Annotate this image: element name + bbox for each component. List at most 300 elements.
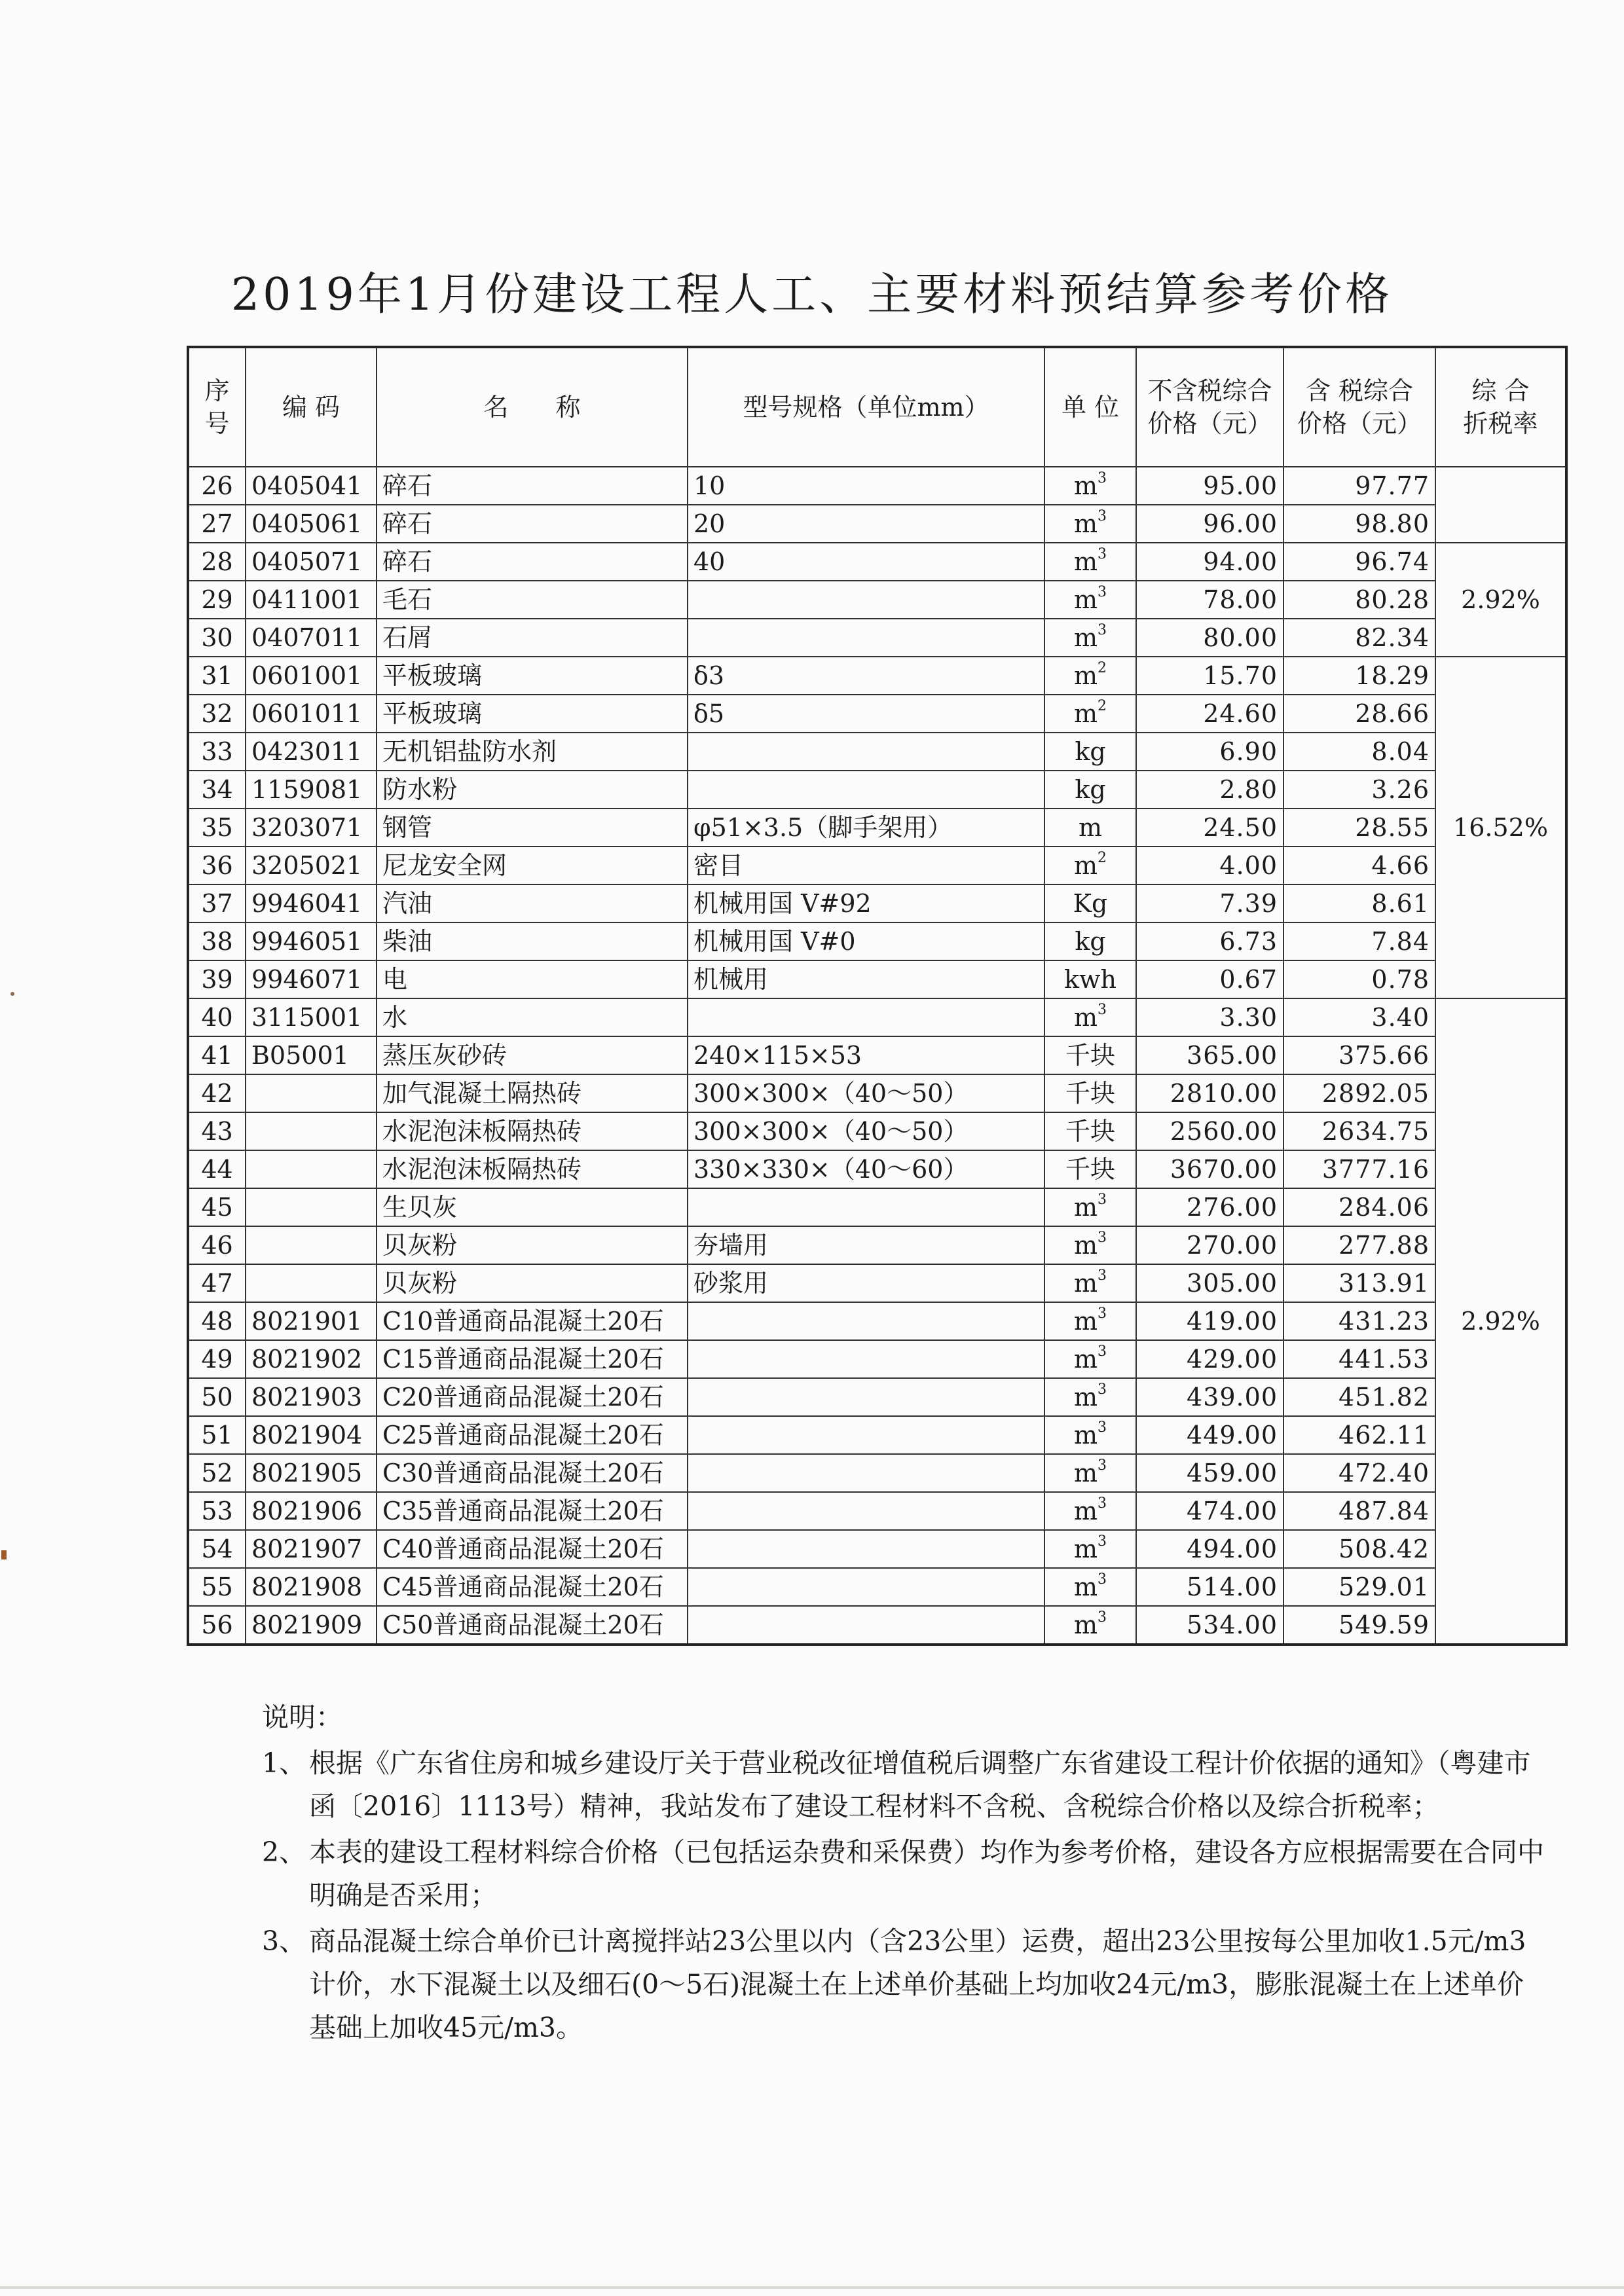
row-unit (1044, 1454, 1136, 1492)
table-row (188, 733, 1566, 771)
row-code: 0411001 (246, 581, 377, 619)
unit-exponent: 3 (1098, 1533, 1107, 1550)
unit-exponent: 3 (1098, 1495, 1107, 1512)
table-row (188, 1074, 1566, 1112)
row-price-inc-tax: 4.66 (1283, 847, 1435, 884)
table-row (188, 960, 1566, 998)
unit-exponent: 3 (1098, 584, 1107, 601)
row-code (246, 1150, 377, 1188)
row-price-ex-tax: 7.39 (1136, 884, 1283, 922)
table-row (188, 1568, 1566, 1606)
row-unit (1044, 809, 1136, 847)
row-unit (1044, 922, 1136, 960)
table-row (188, 998, 1566, 1036)
row-code: 8021904 (246, 1416, 377, 1454)
row-unit (1044, 581, 1136, 619)
row-code: 3115001 (246, 998, 377, 1036)
row-code: 8021906 (246, 1492, 377, 1530)
unit-exponent: 3 (1098, 1381, 1107, 1398)
unit-exponent: 3 (1098, 1457, 1107, 1474)
row-code: B05001 (246, 1036, 377, 1074)
row-price-inc-tax: 98.80 (1283, 505, 1435, 543)
table-row (188, 1454, 1566, 1492)
row-seq: 40 (188, 998, 246, 1036)
row-unit (1044, 733, 1136, 771)
unit-text: m (1073, 699, 1098, 728)
row-seq: 56 (188, 1606, 246, 1645)
row-spec: 40 (688, 543, 1044, 581)
row-seq: 29 (188, 581, 246, 619)
row-spec: 20 (688, 505, 1044, 543)
row-name: C40普通商品混凝土20石 (377, 1530, 688, 1568)
row-name: C10普通商品混凝土20石 (377, 1302, 688, 1340)
row-name: 钢管 (377, 809, 688, 847)
unit-exponent: 3 (1098, 1571, 1107, 1588)
row-price-ex-tax: 15.70 (1136, 657, 1283, 695)
unit-exponent: 3 (1098, 470, 1107, 487)
row-spec (688, 1568, 1044, 1606)
header-code: 编 码 (246, 347, 377, 467)
unit-exponent: 3 (1098, 622, 1107, 639)
note-number: 2、 (262, 1836, 306, 1868)
tax-rate-cell: 2.92% (1435, 998, 1566, 1645)
row-unit (1044, 1606, 1136, 1645)
row-code: 8021908 (246, 1568, 377, 1606)
row-seq: 39 (188, 960, 246, 998)
row-price-ex-tax: 429.00 (1136, 1340, 1283, 1378)
header-spec: 型号规格（单位mm） (688, 347, 1044, 467)
row-seq: 47 (188, 1264, 246, 1302)
row-spec: 机械用国 V#0 (688, 922, 1044, 960)
row-price-inc-tax: 97.77 (1283, 467, 1435, 505)
row-code: 8021909 (246, 1606, 377, 1645)
table-row (188, 809, 1566, 847)
row-seq: 34 (188, 771, 246, 809)
row-spec (688, 1378, 1044, 1416)
scan-speck (1, 1550, 7, 1559)
row-unit (1044, 1378, 1136, 1416)
row-price-inc-tax: 284.06 (1283, 1188, 1435, 1226)
row-price-inc-tax: 3.40 (1283, 998, 1435, 1036)
row-spec (688, 1492, 1044, 1530)
row-spec: 330×330×（40～60） (688, 1150, 1044, 1188)
row-unit (1044, 467, 1136, 505)
unit-text: kg (1075, 927, 1106, 956)
unit-text: kg (1075, 737, 1106, 766)
note-item-1 (262, 1741, 1545, 1828)
row-price-inc-tax: 313.91 (1283, 1264, 1435, 1302)
row-price-ex-tax: 6.90 (1136, 733, 1283, 771)
row-price-inc-tax: 82.34 (1283, 619, 1435, 657)
table-row (188, 657, 1566, 695)
row-name: 平板玻璃 (377, 657, 688, 695)
row-unit (1044, 1150, 1136, 1188)
note-number: 1、 (262, 1747, 306, 1779)
row-code: 0405061 (246, 505, 377, 543)
table-row (188, 1112, 1566, 1150)
row-unit (1044, 1264, 1136, 1302)
table-row (188, 695, 1566, 733)
row-unit (1044, 619, 1136, 657)
unit-exponent: 3 (1098, 508, 1107, 525)
row-unit (1044, 1302, 1136, 1340)
row-code: 9946071 (246, 960, 377, 998)
row-price-ex-tax: 305.00 (1136, 1264, 1283, 1302)
table-row (188, 1340, 1566, 1378)
row-name: C30普通商品混凝土20石 (377, 1454, 688, 1492)
row-name: 碎石 (377, 543, 688, 581)
row-name: 加气混凝土隔热砖 (377, 1074, 688, 1112)
row-price-inc-tax: 441.53 (1283, 1340, 1435, 1378)
row-price-ex-tax: 96.00 (1136, 505, 1283, 543)
row-name: 无机铝盐防水剂 (377, 733, 688, 771)
header-price-ex-tax: 不含税综合价格（元） (1136, 347, 1283, 467)
table-row (188, 1378, 1566, 1416)
row-price-inc-tax: 2634.75 (1283, 1112, 1435, 1150)
row-unit (1044, 960, 1136, 998)
row-code: 8021902 (246, 1340, 377, 1378)
row-unit (1044, 1530, 1136, 1568)
table-row (188, 543, 1566, 581)
row-name: C50普通商品混凝土20石 (377, 1606, 688, 1645)
unit-exponent: 2 (1098, 660, 1107, 677)
row-spec: 机械用 (688, 960, 1044, 998)
row-code (246, 1226, 377, 1264)
row-unit (1044, 1416, 1136, 1454)
note-text: 本表的建设工程材料综合价格（已包括运杂费和采保费）均作为参考价格，建设各方应根据需要在合同中明确是否采用； (309, 1836, 1544, 1911)
row-spec (688, 619, 1044, 657)
unit-exponent: 3 (1098, 1419, 1107, 1436)
unit-text: m (1073, 851, 1098, 880)
unit-text: m (1073, 1003, 1098, 1032)
row-spec: δ3 (688, 657, 1044, 695)
row-unit (1044, 1188, 1136, 1226)
row-name: 蒸压灰砂砖 (377, 1036, 688, 1074)
unit-text: 千块 (1065, 1155, 1115, 1184)
table-row (188, 847, 1566, 884)
tax-rate-cell (1435, 467, 1566, 543)
row-price-inc-tax: 451.82 (1283, 1378, 1435, 1416)
unit-text: m (1073, 509, 1098, 538)
row-unit (1044, 657, 1136, 695)
scan-edge-line (0, 2286, 1624, 2289)
row-name: 贝灰粉 (377, 1226, 688, 1264)
row-unit (1044, 695, 1136, 733)
row-code: 0601001 (246, 657, 377, 695)
row-seq: 35 (188, 809, 246, 847)
row-seq: 37 (188, 884, 246, 922)
header-unit: 单 位 (1044, 347, 1136, 467)
row-name: 石屑 (377, 619, 688, 657)
row-price-ex-tax: 94.00 (1136, 543, 1283, 581)
price-table (187, 346, 1568, 1646)
row-price-inc-tax: 431.23 (1283, 1302, 1435, 1340)
row-price-ex-tax: 474.00 (1136, 1492, 1283, 1530)
note-number: 3、 (262, 1925, 306, 1957)
row-name: 平板玻璃 (377, 695, 688, 733)
row-unit (1044, 771, 1136, 809)
table-row (188, 1150, 1566, 1188)
row-price-ex-tax: 3670.00 (1136, 1150, 1283, 1188)
table-row (188, 1606, 1566, 1645)
unit-text: 千块 (1065, 1117, 1115, 1146)
row-price-inc-tax: 472.40 (1283, 1454, 1435, 1492)
unit-exponent: 3 (1098, 546, 1107, 563)
table-row (188, 467, 1566, 505)
row-price-ex-tax: 24.60 (1136, 695, 1283, 733)
row-price-inc-tax: 8.04 (1283, 733, 1435, 771)
row-seq: 54 (188, 1530, 246, 1568)
row-unit (1044, 543, 1136, 581)
row-price-inc-tax: 80.28 (1283, 581, 1435, 619)
row-code (246, 1112, 377, 1150)
row-seq: 41 (188, 1036, 246, 1074)
row-spec (688, 1302, 1044, 1340)
row-unit (1044, 1226, 1136, 1264)
row-name: 尼龙安全网 (377, 847, 688, 884)
row-price-ex-tax: 2.80 (1136, 771, 1283, 809)
row-spec: 10 (688, 467, 1044, 505)
row-unit (1044, 884, 1136, 922)
unit-exponent: 2 (1098, 850, 1107, 867)
unit-text: m (1073, 1345, 1098, 1374)
table-row (188, 1188, 1566, 1226)
row-name: 生贝灰 (377, 1188, 688, 1226)
unit-exponent: 3 (1098, 1192, 1107, 1209)
unit-text: m (1073, 1573, 1098, 1601)
row-unit (1044, 1492, 1136, 1530)
table-row (188, 884, 1566, 922)
row-spec (688, 1188, 1044, 1226)
row-price-ex-tax: 514.00 (1136, 1568, 1283, 1606)
row-price-ex-tax: 270.00 (1136, 1226, 1283, 1264)
row-price-ex-tax: 78.00 (1136, 581, 1283, 619)
table-row (188, 1036, 1566, 1074)
row-spec: δ5 (688, 695, 1044, 733)
row-seq: 30 (188, 619, 246, 657)
row-seq: 50 (188, 1378, 246, 1416)
table-row (188, 1492, 1566, 1530)
table-row (188, 1530, 1566, 1568)
table-body (188, 467, 1566, 1645)
row-price-inc-tax: 96.74 (1283, 543, 1435, 581)
row-price-inc-tax: 375.66 (1283, 1036, 1435, 1074)
row-spec (688, 998, 1044, 1036)
row-price-ex-tax: 365.00 (1136, 1036, 1283, 1074)
row-price-inc-tax: 18.29 (1283, 657, 1435, 695)
row-spec: 300×300×（40～50） (688, 1074, 1044, 1112)
row-code (246, 1074, 377, 1112)
row-unit (1044, 847, 1136, 884)
row-price-inc-tax: 8.61 (1283, 884, 1435, 922)
row-price-ex-tax: 494.00 (1136, 1530, 1283, 1568)
row-price-inc-tax: 508.42 (1283, 1530, 1435, 1568)
unit-text: m (1073, 661, 1098, 690)
scan-speck (10, 992, 14, 996)
table-row (188, 1226, 1566, 1264)
row-seq: 48 (188, 1302, 246, 1340)
row-seq: 38 (188, 922, 246, 960)
row-spec: 密目 (688, 847, 1044, 884)
row-price-ex-tax: 6.73 (1136, 922, 1283, 960)
table-row (188, 1302, 1566, 1340)
row-code: 9946041 (246, 884, 377, 922)
row-price-ex-tax: 534.00 (1136, 1606, 1283, 1645)
row-price-ex-tax: 2810.00 (1136, 1074, 1283, 1112)
unit-exponent: 3 (1098, 1343, 1107, 1360)
row-seq: 31 (188, 657, 246, 695)
unit-text: m (1078, 813, 1103, 842)
row-seq: 26 (188, 467, 246, 505)
row-code: 8021903 (246, 1378, 377, 1416)
unit-exponent: 3 (1098, 1305, 1107, 1322)
row-spec: 砂浆用 (688, 1264, 1044, 1302)
row-spec (688, 1530, 1044, 1568)
row-name: 碎石 (377, 467, 688, 505)
unit-text: m (1073, 1611, 1098, 1639)
row-spec: 机械用国 V#92 (688, 884, 1044, 922)
row-spec (688, 1454, 1044, 1492)
unit-text: m (1073, 1535, 1098, 1563)
row-name: 电 (377, 960, 688, 998)
document-title: 2019年1月份建设工程人工、主要材料预结算参考价格 (231, 268, 1393, 321)
unit-text: Kg (1073, 889, 1108, 918)
row-spec: 夯墙用 (688, 1226, 1044, 1264)
row-spec (688, 581, 1044, 619)
row-spec (688, 1416, 1044, 1454)
row-name: C20普通商品混凝土20石 (377, 1378, 688, 1416)
unit-exponent: 3 (1098, 1609, 1107, 1626)
row-code: 8021907 (246, 1530, 377, 1568)
table-row (188, 1264, 1566, 1302)
note-text: 商品混凝土综合单价已计离搅拌站23公里以内（含23公里）运费，超出23公里按每公里加收1.5元/m3计价，水下混凝土以及细石(0～5石)混凝土在上述单价基础上均加收24元/m3，膨胀混凝土在上述单价基础上加收45元/m3。 (309, 1925, 1526, 2043)
unit-exponent: 3 (1098, 1267, 1107, 1285)
row-code: 0601011 (246, 695, 377, 733)
row-price-ex-tax: 2560.00 (1136, 1112, 1283, 1150)
row-seq: 42 (188, 1074, 246, 1112)
table-row (188, 922, 1566, 960)
row-unit (1044, 1112, 1136, 1150)
row-price-ex-tax: 449.00 (1136, 1416, 1283, 1454)
row-spec: φ51×3.5（脚手架用） (688, 809, 1044, 847)
note-text: 根据《广东省住房和城乡建设厅关于营业税改征增值税后调整广东省建设工程计价依据的通知》（粤建市函〔2016〕1113号）精神，我站发布了建设工程材料不含税、含税综合价格以及综合折税率； (309, 1747, 1531, 1822)
row-seq: 36 (188, 847, 246, 884)
row-code: 9946051 (246, 922, 377, 960)
row-code: 8021905 (246, 1454, 377, 1492)
row-price-inc-tax: 28.55 (1283, 809, 1435, 847)
note-item-3 (262, 1920, 1545, 2049)
row-seq: 45 (188, 1188, 246, 1226)
row-price-inc-tax: 7.84 (1283, 922, 1435, 960)
unit-text: 千块 (1065, 1041, 1115, 1070)
row-name: 贝灰粉 (377, 1264, 688, 1302)
row-name: 柴油 (377, 922, 688, 960)
row-price-inc-tax: 462.11 (1283, 1416, 1435, 1454)
row-seq: 46 (188, 1226, 246, 1264)
notes-heading: 说明： (262, 1702, 342, 1733)
row-price-inc-tax: 3.26 (1283, 771, 1435, 809)
unit-text: m (1073, 1231, 1098, 1260)
row-price-inc-tax: 3777.16 (1283, 1150, 1435, 1188)
row-name: C45普通商品混凝土20石 (377, 1568, 688, 1606)
unit-text: 千块 (1065, 1079, 1115, 1108)
row-spec (688, 771, 1044, 809)
row-seq: 33 (188, 733, 246, 771)
row-seq: 53 (188, 1492, 246, 1530)
header-price-inc-tax: 含 税综合价格（元） (1283, 347, 1435, 467)
tax-rate-cell: 16.52% (1435, 657, 1566, 998)
notes-section (262, 1696, 1545, 2052)
row-unit (1044, 1568, 1136, 1606)
row-seq: 52 (188, 1454, 246, 1492)
row-price-ex-tax: 276.00 (1136, 1188, 1283, 1226)
table-row (188, 771, 1566, 809)
row-name: 水泥泡沫板隔热砖 (377, 1112, 688, 1150)
unit-text: m (1073, 1497, 1098, 1525)
row-spec (688, 1340, 1044, 1378)
row-seq: 55 (188, 1568, 246, 1606)
unit-text: m (1073, 1421, 1098, 1449)
row-name: 水 (377, 998, 688, 1036)
table-row (188, 1416, 1566, 1454)
row-seq: 51 (188, 1416, 246, 1454)
row-code: 0407011 (246, 619, 377, 657)
unit-exponent: 3 (1098, 1002, 1107, 1019)
row-price-inc-tax: 2892.05 (1283, 1074, 1435, 1112)
row-price-inc-tax: 0.78 (1283, 960, 1435, 998)
unit-text: m (1073, 1383, 1098, 1412)
table-header-row (188, 347, 1566, 467)
unit-text: m (1073, 471, 1098, 500)
row-seq: 27 (188, 505, 246, 543)
row-code: 0405041 (246, 467, 377, 505)
row-seq: 49 (188, 1340, 246, 1378)
row-price-ex-tax: 419.00 (1136, 1302, 1283, 1340)
header-seq: 序号 (188, 347, 246, 467)
row-spec: 300×300×（40～50） (688, 1112, 1044, 1150)
row-code: 3205021 (246, 847, 377, 884)
unit-exponent: 3 (1098, 1230, 1107, 1247)
unit-text: m (1073, 1459, 1098, 1487)
row-price-inc-tax: 487.84 (1283, 1492, 1435, 1530)
unit-text: m (1073, 547, 1098, 576)
row-price-inc-tax: 529.01 (1283, 1568, 1435, 1606)
row-price-ex-tax: 0.67 (1136, 960, 1283, 998)
row-price-inc-tax: 549.59 (1283, 1606, 1435, 1645)
table-row (188, 619, 1566, 657)
row-seq: 44 (188, 1150, 246, 1188)
row-price-inc-tax: 28.66 (1283, 695, 1435, 733)
row-seq: 28 (188, 543, 246, 581)
row-price-ex-tax: 459.00 (1136, 1454, 1283, 1492)
unit-exponent: 2 (1098, 698, 1107, 715)
unit-text: m (1073, 1193, 1098, 1222)
row-name: C35普通商品混凝土20石 (377, 1492, 688, 1530)
header-name: 名 称 (377, 347, 688, 467)
table-row (188, 581, 1566, 619)
row-seq: 32 (188, 695, 246, 733)
row-name: C25普通商品混凝土20石 (377, 1416, 688, 1454)
row-spec (688, 1606, 1044, 1645)
row-name: C15普通商品混凝土20石 (377, 1340, 688, 1378)
row-price-ex-tax: 95.00 (1136, 467, 1283, 505)
table-row (188, 505, 1566, 543)
row-price-ex-tax: 80.00 (1136, 619, 1283, 657)
row-code: 0423011 (246, 733, 377, 771)
unit-text: m (1073, 585, 1098, 614)
row-unit (1044, 998, 1136, 1036)
note-item-2 (262, 1831, 1545, 1917)
